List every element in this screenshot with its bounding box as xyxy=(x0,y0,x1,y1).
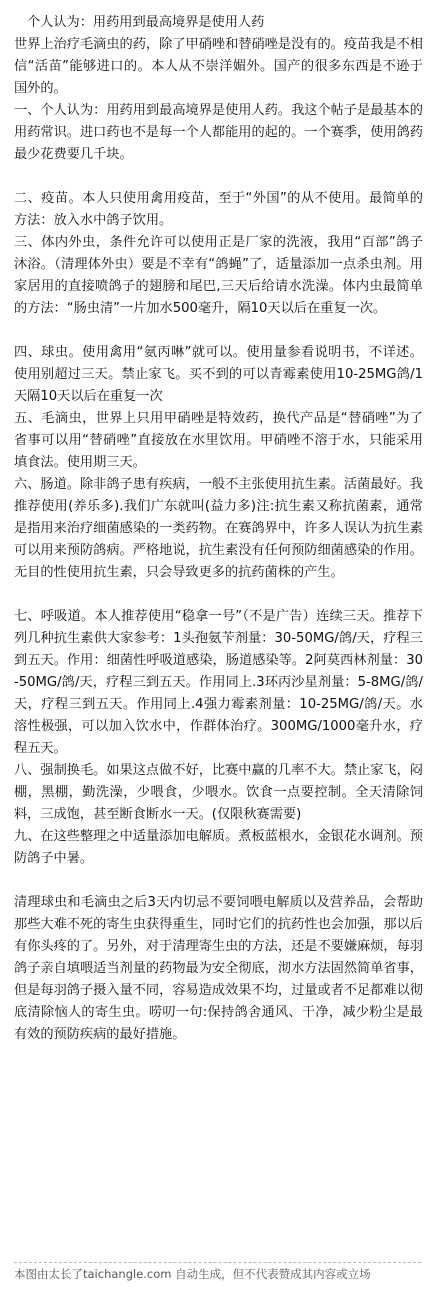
paragraph-1-medicine: 一、个人认为：用药用到最高境界是使用人药。我这个帖子是最基本的用药常识。进口药也不是每一个人都能用的起的。一个赛季，使用鸽药最少花费要几千块。 xyxy=(14,103,423,162)
paragraph-gap xyxy=(14,166,423,188)
paragraph-8-molting: 八、强制换毛。如果这点做不好，比赛中赢的几率不大。禁止家飞，闷棚，黑棚，勤洗澡，少喂食，少喂水。饮食一点要控制。全天清除饲料，三成饱，甚至断食断水一天。(仅限秋赛需要) xyxy=(14,763,423,822)
paragraph-9-electrolytes: 九、在这些整理之中适量添加电解质。煮板蓝根水，金银花水调剂。预防鸽子中暑。 xyxy=(14,829,423,866)
paragraph-7-respiratory: 七、呼吸道。本人推荐使用“稳拿一号”（不是广告）连续三天。推荐下列几种抗生素供大家参考：1头孢氨苄剂量：30-50MG/鸽/天，疗程三到五天。作用：细菌性呼吸道感染，肠道感染等。2阿莫西林剂量：30-50MG/鸽/天，疗程三到五天。作用同上.3环丙沙星剂量：5-8MG/鸽/天，疗程三到五天。作用同上.4强力霉素剂量：10-25MG/鸽/天。水溶性极强，可以加入饮水中，作群体治疗。300MG/1000毫升水，疗程五天。 xyxy=(14,609,423,756)
paragraph-5-trichomonas: 五、毛滴虫，世界上只用甲硝唑是特效药，换代产品是“替硝唑”为了省事可以用“替硝唑”直接放在水里饮用。甲硝唑不溶于水，只能采用填食法。使用期三天。 xyxy=(14,411,423,470)
paragraph-10-closing: 清理球虫和毛滴虫之后3天内切忌不要饲喂电解质以及营养品，会帮助那些大难不死的寄生虫获得重生，同时它们的抗药性也会加强，那以后有你头疼的了。另外，对于清理寄生虫的方法，还是不要嫌麻烦，每羽鸽子亲自填喂适当剂量的药物最为安全彻底，沏水方法固然简单省事，但是每羽鸽子摄入量不同，容易造成效果不均，过量或者不足都难以彻底清除恼人的寄生虫。唠叨一句:保持鸽舍通风、干净，减少粉尘是最有效的预防疾病的最好措施。 xyxy=(14,895,423,1042)
paragraph-gap xyxy=(14,320,423,342)
paragraph-2-vaccine: 二、疫苗。本人只使用禽用疫苗，至于“外国”的从不使用。最简单的方法：放入水中鸽子饮用。 xyxy=(14,191,423,228)
footer-note: 本图由太长了taichangle.com 自动生成，但不代表赞成其内容或立场 xyxy=(14,1267,371,1281)
article-title: 个人认为：用药用到最高境界是使用人药 xyxy=(27,15,265,30)
paragraph-6-intestine: 六、肠道。除非鸽子患有疾病，一般不主张使用抗生素。活菌最好。我推荐使用(养乐多).我们广东就叫(益力多)注:抗生素又称抗菌素，通常是指用来治疗细菌感染的一类药物。在赛鸽界中，许多人误认为抗生素可以用来预防鸽病。严格地说，抗生素没有任何预防细菌感染的作用。无目的性使用抗生素，只会导致更多的抗药菌株的产生。 xyxy=(14,477,423,580)
footer-divider xyxy=(14,1262,421,1263)
paragraph-gap xyxy=(14,584,423,606)
paragraph-4-coccidia: 四、球虫。使用禽用“氨丙啉”就可以。使用量参看说明书，不详述。使用别超过三天。禁止家飞。买不到的可以青霉素使用10-25MG鸽/1天隔10天以后在重复一次 xyxy=(14,345,423,404)
paragraph-3-parasites: 三、体内外虫，条件允许可以使用正是厂家的洗液，我用“百部”鸽子沐浴。（清理体外虫）要是不幸有“鸽蝇”了，适量添加一点杀虫剂。用家居用的直接喷鸽子的翅膀和尾巴,三天后给请水洗澡。体内虫最简单的方法：“肠虫清”一片加水500毫升，隔10天以后在重复一次。 xyxy=(14,235,423,316)
paragraph-gap xyxy=(14,870,423,892)
intro-paragraph: 世界上治疗毛滴虫的药，除了甲硝唑和替硝唑是没有的。疫苗我是不相信“活苗”能够进口的。本人从不崇洋媚外。国产的很多东西是不逊于国外的。 xyxy=(14,37,423,96)
